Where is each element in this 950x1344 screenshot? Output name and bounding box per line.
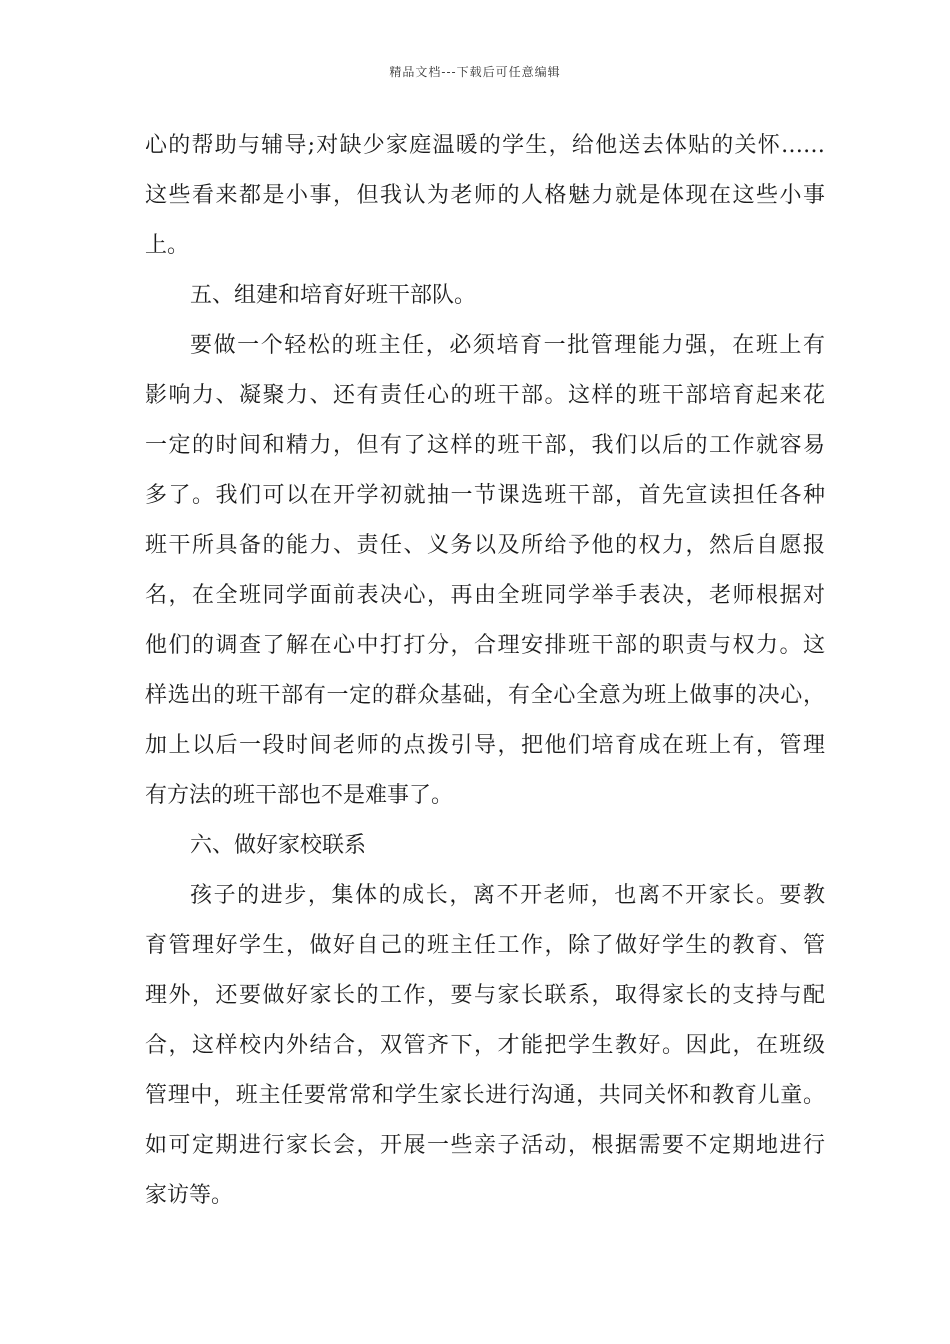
section-heading: 六、做好家校联系: [190, 833, 367, 858]
body-line: 这些看来都是小事，但我认为老师的人格魅力就是体现在这些小事: [145, 183, 825, 208]
body-line: 有方法的班干部也不是难事了。: [145, 783, 454, 808]
body-line: 样选出的班干部有一定的群众基础，有全心全意为班上做事的决心，: [145, 683, 825, 708]
section-heading: 五、组建和培育好班干部队。: [190, 283, 477, 308]
page-header: 精品文档---下载后可任意编辑: [389, 65, 561, 79]
body-line: 影响力、凝聚力、还有责任心的班干部。这样的班干部培育起来花: [145, 383, 825, 408]
body-line: 他们的调查了解在心中打打分，合理安排班干部的职责与权力。这: [145, 633, 825, 658]
body-line: 心的帮助与辅导;对缺少家庭温暖的学生，给他送去体贴的关怀……: [145, 133, 825, 158]
body-line: 上。: [145, 233, 190, 258]
document-body: [145, 128, 825, 1228]
body-line: 一定的时间和精力，但有了这样的班干部，我们以后的工作就容易: [145, 433, 825, 458]
body-line: 多了。我们可以在开学初就抽一节课选班干部，首先宣读担任各种: [145, 483, 825, 508]
body-line: 名，在全班同学面前表决心，再由全班同学举手表决，老师根据对: [145, 583, 825, 608]
body-line: 要做一个轻松的班主任，必须培育一批管理能力强，在班上有: [190, 333, 825, 358]
body-line: 合，这样校内外结合，双管齐下，才能把学生教好。因此，在班级: [145, 1033, 825, 1058]
body-line: 如可定期进行家长会，开展一些亲子活动，根据需要不定期地进行: [145, 1133, 825, 1158]
body-line: 孩子的进步，集体的成长，离不开老师，也离不开家长。要教: [190, 883, 825, 908]
body-line: 班干所具备的能力、责任、义务以及所给予他的权力，然后自愿报: [145, 533, 825, 558]
body-line: 育管理好学生，做好自己的班主任工作，除了做好学生的教育、管: [145, 933, 825, 958]
body-line: 管理中，班主任要常常和学生家长进行沟通，共同关怀和教育儿童。: [145, 1083, 825, 1108]
body-line: 理外，还要做好家长的工作，要与家长联系，取得家长的支持与配: [145, 983, 825, 1008]
body-line: 加上以后一段时间老师的点拨引导，把他们培育成在班上有，管理: [145, 733, 825, 758]
body-line: 家访等。: [145, 1183, 234, 1208]
